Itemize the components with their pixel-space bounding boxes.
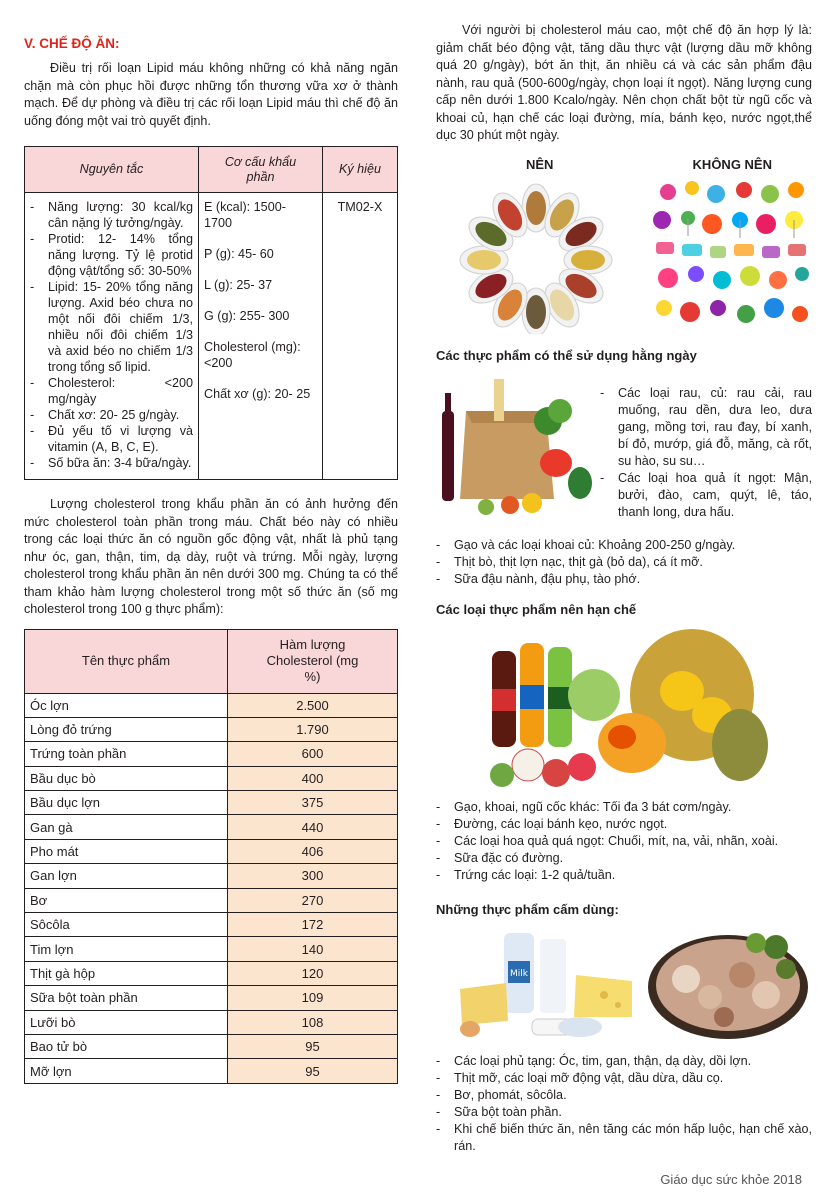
cholesterol-value-cell: 120 (228, 961, 398, 985)
table-row (25, 1059, 398, 1083)
banned-title: Những thực phẩm cấm dùng: (436, 901, 619, 917)
cholesterol-value-cell: 172 (228, 913, 398, 937)
left-column (24, 30, 398, 1084)
cholesterol-value-cell: 140 (228, 937, 398, 961)
food-name-cell: Lưỡi bò (25, 1010, 228, 1034)
cholesterol-paragraph: Lượng cholesterol trong khẩu phần ăn có ảnh hưởng đến mức cholesterol toàn phần trong máu. Chất béo này có nhiều trong các loại thức ăn có nguồn gốc động vật, nhất là phủ tạng như óc, gan, thận, tim, dạ dày, ruột và trứng. Mỗi ngày, lượng cholesterol trong khẩu phần ăn nên dưới 300 mg. Chúng ta có thể tham khảo hàm lượng cholesterol trong một số thức ăn (số mg cholesterol trong 100 g thực phẩm): (24, 497, 398, 616)
right-column (436, 22, 812, 1155)
food-rows (25, 693, 398, 1083)
food-name-cell: Gan lợn (25, 864, 228, 888)
list-item: - Sữa bột toàn phần. (436, 1104, 812, 1121)
principle-item: - Protid: 12- 14% tổng năng lượng. Tỷ lệ protid động vật/tổng số: 30-50% (30, 231, 193, 279)
list-item: - Các loại rau, củ: rau cải, rau muống, rau dền, dưa leo, dưa gang, mồng tơi, rau đay, bí xanh, bí đỏ, mướp, giá đỗ, măng, cà rốt, su hào, su su… (600, 385, 812, 470)
beans-image (436, 180, 636, 334)
cholesterol-value-cell: 270 (228, 888, 398, 912)
composition-item: E (kcal): 1500- 1700 (204, 200, 286, 230)
section-title: V. CHẾ ĐỘ ĂN: (24, 36, 120, 51)
list-item: - Bơ, phomát, sôcôla. (436, 1087, 812, 1104)
principle-item: - Cholesterol: <200 mg/ngày (30, 375, 193, 407)
table-row (25, 864, 398, 888)
principle-item: - Lipid: 15- 20% tổng năng lượng. Axid béo chưa no một nối đôi chiếm 1/3, nhiều nối đôi chiếm 1/3 và axid béo no chiếm 1/3 trong tổng số lipid. (30, 279, 193, 375)
cholesterol-value-cell: 1.790 (228, 717, 398, 741)
list-item: - Khi chế biến thức ăn, nên tăng các món hấp luộc, hạn chế xào, rán. (436, 1121, 812, 1155)
code-cell: TM02-X (323, 193, 398, 480)
cholesterol-value-cell: 108 (228, 1010, 398, 1034)
daily-list (436, 537, 812, 588)
cholesterol-value-cell: 95 (228, 1034, 398, 1058)
food-name-cell: Bầu dục bò (25, 766, 228, 790)
composition-cell (199, 193, 323, 480)
limited-foods-image (482, 625, 772, 791)
table-row (25, 1010, 398, 1034)
header-composition: Cơ cấu khẩu phần (199, 147, 323, 193)
food-name-cell: Sôcôla (25, 913, 228, 937)
principle-item: - Số bữa ăn: 3-4 bữa/ngày. (30, 455, 193, 471)
food-name-cell: Pho mát (25, 839, 228, 863)
offal-image (646, 925, 810, 1041)
table-row (25, 742, 398, 766)
list-item: - Thịt bò, thịt lợn nạc, thịt gà (bỏ da), cá ít mỡ. (436, 554, 812, 571)
table-row (25, 717, 398, 741)
limit-title: Các loại thực phẩm nên hạn chế (436, 601, 637, 617)
right-intro-paragraph: Với người bị cholesterol máu cao, một chế độ ăn hợp lý là: giảm chất béo động vật, tăng dầu thực vật (lượng dầu mỡ không quá 20 g/ngày), bớt ăn thịt, ăn nhiều cá và các sản phẩm đậu nành, rau quả (500-600g/ngày, chọn loại ít ngọt). Năng lượng cung cấp nên dưới 1.800 Kcalo/ngày. Nên chọn chất bột từ ngũ cốc và khoai củ, hạn chế các loại đường, mía, bánh kẹo, nước ngọt,thể dục 30 phút một ngày. (436, 23, 812, 142)
cholesterol-value-cell: 109 (228, 986, 398, 1010)
list-item: - Gạo và các loại khoai củ: Khoảng 200-250 g/ngày. (436, 537, 812, 554)
composition-item: P (g): 45- 60 (204, 247, 274, 261)
header-cholesterol: Hàm lượng Cholesterol (mg %) (228, 629, 398, 693)
milk-label: Milk (510, 968, 528, 979)
food-name-cell: Bơ (25, 888, 228, 912)
table-row (25, 1034, 398, 1058)
composition-item: Cholesterol (mg):<200 (204, 340, 301, 370)
table-row (25, 888, 398, 912)
list-item: - Gạo, khoai, ngũ cốc khác: Tối đa 3 bát cơm/ngày. (436, 799, 812, 816)
food-name-cell: Bao tử bò (25, 1034, 228, 1058)
composition-item: G (g): 255- 300 (204, 309, 290, 323)
principles-cell (25, 193, 199, 480)
cholesterol-value-cell: 406 (228, 839, 398, 863)
composition-item: L (g): 25- 37 (204, 278, 273, 292)
grocery-image (436, 371, 594, 521)
cholesterol-value-cell: 440 (228, 815, 398, 839)
limit-list (436, 799, 812, 884)
table-row (25, 937, 398, 961)
list-item: - Các loại hoa quả quá ngọt: Chuối, mít, na, vải, nhãn, xoài. (436, 833, 812, 850)
food-name-cell: Tim lợn (25, 937, 228, 961)
candy-image (652, 180, 812, 334)
should-not-label: KHÔNG NÊN (692, 156, 772, 172)
table-row (25, 693, 398, 717)
principle-item: - Năng lượng: 30 kcal/kg cân nặng lý tưởng/ngày. (30, 199, 193, 231)
table-row (25, 839, 398, 863)
table-row (25, 815, 398, 839)
principle-item: - Chất xơ: 20- 25 g/ngày. (30, 407, 193, 423)
cholesterol-value-cell: 300 (228, 864, 398, 888)
food-name-cell: Sữa bột toàn phần (25, 986, 228, 1010)
cholesterol-value-cell: 375 (228, 791, 398, 815)
food-name-cell: Mỡ lợn (25, 1059, 228, 1083)
food-name-cell: Trứng toàn phần (25, 742, 228, 766)
food-name-cell: Thịt gà hộp (25, 961, 228, 985)
table-row (25, 791, 398, 815)
dairy-image (436, 925, 646, 1041)
list-item: - Các loại phủ tạng: Óc, tim, gan, thận, dạ dày, dồi lợn. (436, 1053, 812, 1070)
list-item: - Thịt mỡ, các loại mỡ động vật, dầu dừa, dầu cọ. (436, 1070, 812, 1087)
footer: Giáo dục sức khỏe 2018 (660, 1172, 802, 1187)
food-name-cell: Gan gà (25, 815, 228, 839)
list-item: - Trứng các loại: 1-2 quả/tuần. (436, 867, 812, 884)
header-principle: Nguyên tắc (25, 147, 199, 193)
cholesterol-value-cell: 2.500 (228, 693, 398, 717)
food-name-cell: Lòng đỏ trứng (25, 717, 228, 741)
should-label: NÊN (526, 156, 554, 172)
daily-title: Các thực phẩm có thể sử dụng hằng ngày (436, 347, 697, 363)
list-item: - Sữa đặc có đường. (436, 850, 812, 867)
header-food-name: Tên thực phẩm (25, 629, 228, 693)
cholesterol-value-cell: 95 (228, 1059, 398, 1083)
banned-list (436, 1053, 812, 1155)
intro-paragraph: Điều trị rối loạn Lipid máu không những có khả năng ngăn chặn mà còn phục hồi được những tổn thương vữa xơ ở thành mạch. Để dự phòng và điều trị các rối loạn Lipid máu thì chế độ ăn uống đóng một vai trò quyết định. (24, 61, 398, 128)
composition-item: Chất xơ (g): 20- 25 (204, 387, 311, 401)
table-row (25, 961, 398, 985)
table-row (25, 766, 398, 790)
daily-side-list (600, 385, 812, 521)
principle-table (24, 146, 398, 480)
list-item: - Sữa đậu nành, đậu phụ, tào phớ. (436, 571, 812, 588)
table-row (25, 986, 398, 1010)
principle-item: - Đủ yếu tố vi lượng và vitamin (A, B, C, E). (30, 423, 193, 455)
food-name-cell: Óc lợn (25, 693, 228, 717)
cholesterol-value-cell: 400 (228, 766, 398, 790)
table-row (25, 913, 398, 937)
cholesterol-value-cell: 600 (228, 742, 398, 766)
header-code: Ký hiệu (323, 147, 398, 193)
list-item: - Đường, các loại bánh kẹo, nước ngọt. (436, 816, 812, 833)
cholesterol-table (24, 629, 398, 1084)
food-name-cell: Bầu dục lợn (25, 791, 228, 815)
list-item: - Các loại hoa quả ít ngọt: Mận, bưởi, đào, cam, quýt, lê, táo, thanh long, dưa hấu. (600, 470, 812, 521)
